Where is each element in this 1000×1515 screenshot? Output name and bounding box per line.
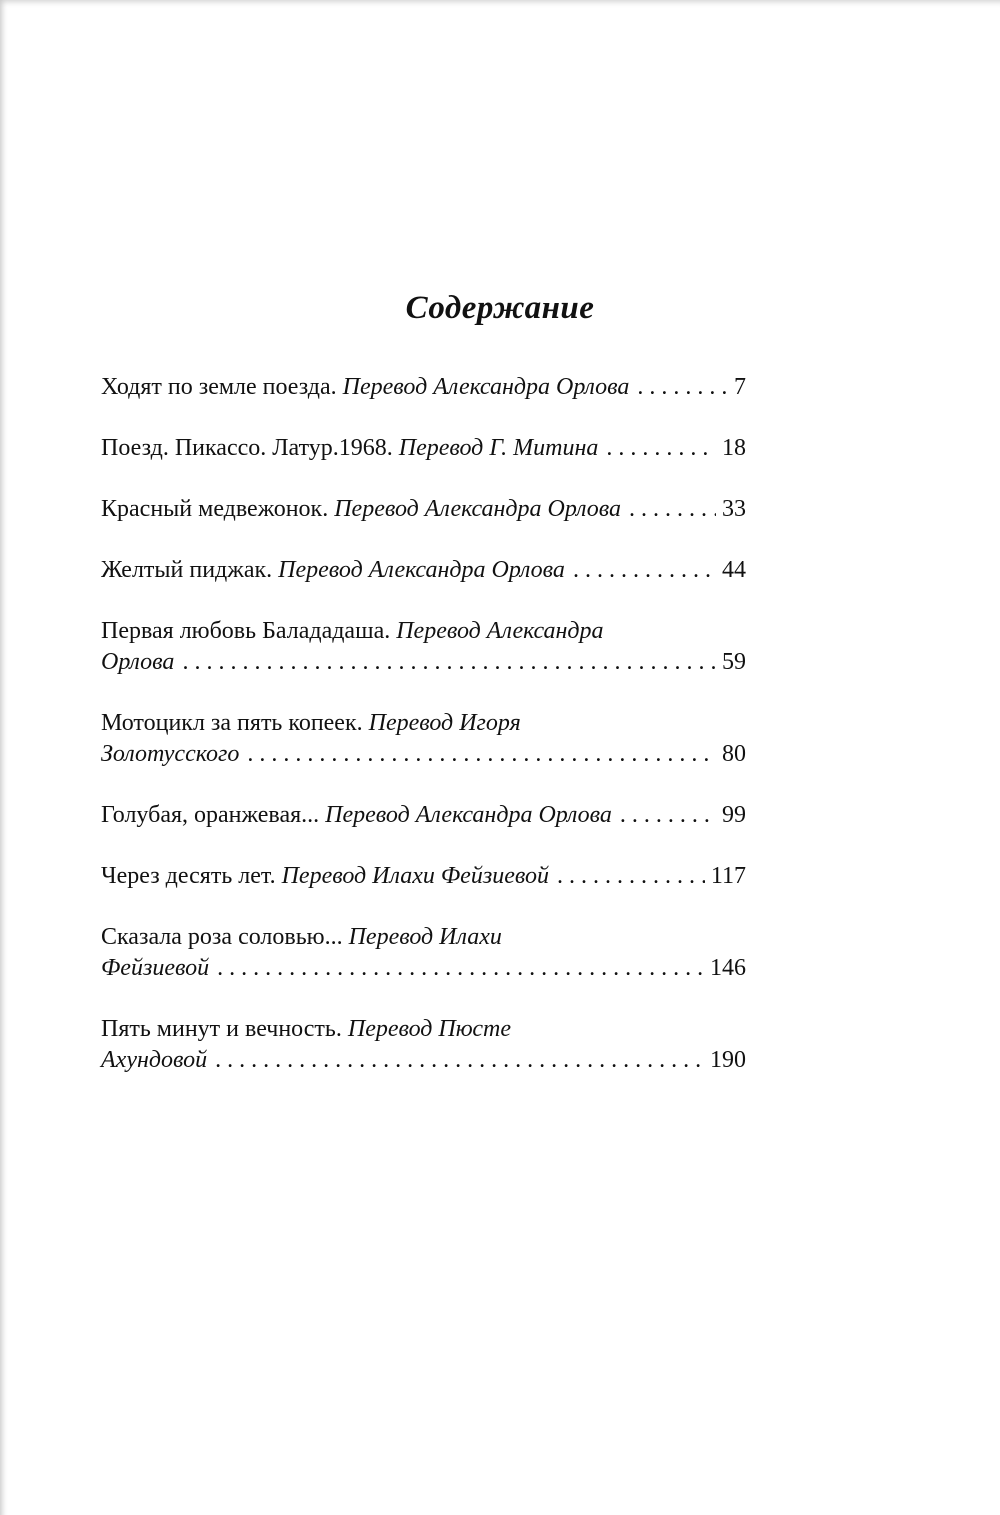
toc-entry[interactable] <box>101 922 746 984</box>
translator: Перевод Александра Орлова <box>278 557 565 583</box>
story-title: Голубая, оранжевая... <box>101 802 320 828</box>
translator-continued: Ахундовой <box>101 1047 208 1073</box>
story-title: Красный медвежонок. <box>101 496 329 522</box>
toc-entry[interactable] <box>101 555 746 586</box>
page-number: 18 <box>722 435 746 461</box>
translator: Перевод Илахи <box>348 924 502 950</box>
toc-entry[interactable] <box>101 616 746 678</box>
translator-continued: Золотусского <box>101 741 240 767</box>
translator-continued: Фейзиевой <box>101 955 210 981</box>
translator-continued: Орлова <box>101 649 175 675</box>
translator: Перевод Александра Орлова <box>342 374 630 400</box>
dot-leader <box>573 555 716 586</box>
page-title: Содержание <box>405 290 595 326</box>
toc-entry[interactable] <box>101 861 746 892</box>
story-title: Ходят по земле поезда. <box>101 374 337 400</box>
translator: Перевод Пюсте <box>347 1016 511 1042</box>
story-title: Поезд. Пикассо. Латур.1968. <box>101 435 393 461</box>
story-title: Через десять лет. <box>101 863 276 889</box>
page-number: 117 <box>710 863 746 889</box>
page-number: 7 <box>734 374 746 400</box>
page-number: 80 <box>722 741 746 767</box>
translator: Перевод Александра Орлова <box>334 496 621 522</box>
dot-leader <box>182 647 716 678</box>
page-number: 33 <box>722 496 746 522</box>
toc-entry[interactable] <box>101 494 746 525</box>
page-number: 190 <box>710 1047 746 1073</box>
page-number: 99 <box>722 802 746 828</box>
page-number: 146 <box>710 955 746 981</box>
translator: Перевод Александра <box>396 618 604 644</box>
story-title: Пять минут и вечность. <box>101 1016 342 1042</box>
dot-leader <box>606 433 716 464</box>
dot-leader <box>215 1045 704 1076</box>
dot-leader <box>620 800 716 831</box>
translator: Перевод Г. Митина <box>398 435 599 461</box>
dot-leader <box>247 739 716 770</box>
story-title: Первая любовь Балададаша. <box>101 618 391 644</box>
toc-entry[interactable] <box>101 372 746 403</box>
translator: Перевод Игоря <box>368 710 521 736</box>
dot-leader <box>557 861 705 892</box>
translator: Перевод Александра Орлова <box>325 802 612 828</box>
dot-leader <box>217 953 704 984</box>
toc-entry[interactable] <box>101 1014 746 1076</box>
toc-entry[interactable] <box>101 800 746 831</box>
page-number: 44 <box>722 557 746 583</box>
story-title: Мотоцикл за пять копеек. <box>101 710 363 736</box>
story-title: Желтый пиджак. <box>101 557 273 583</box>
dot-leader <box>637 372 728 403</box>
toc-entry[interactable] <box>101 433 746 464</box>
page-number: 59 <box>722 649 746 675</box>
story-title: Сказала роза соловью... <box>101 924 343 950</box>
translator: Перевод Илахи Фейзиевой <box>281 863 549 889</box>
dot-leader <box>629 494 716 525</box>
toc-entry[interactable] <box>101 708 746 770</box>
